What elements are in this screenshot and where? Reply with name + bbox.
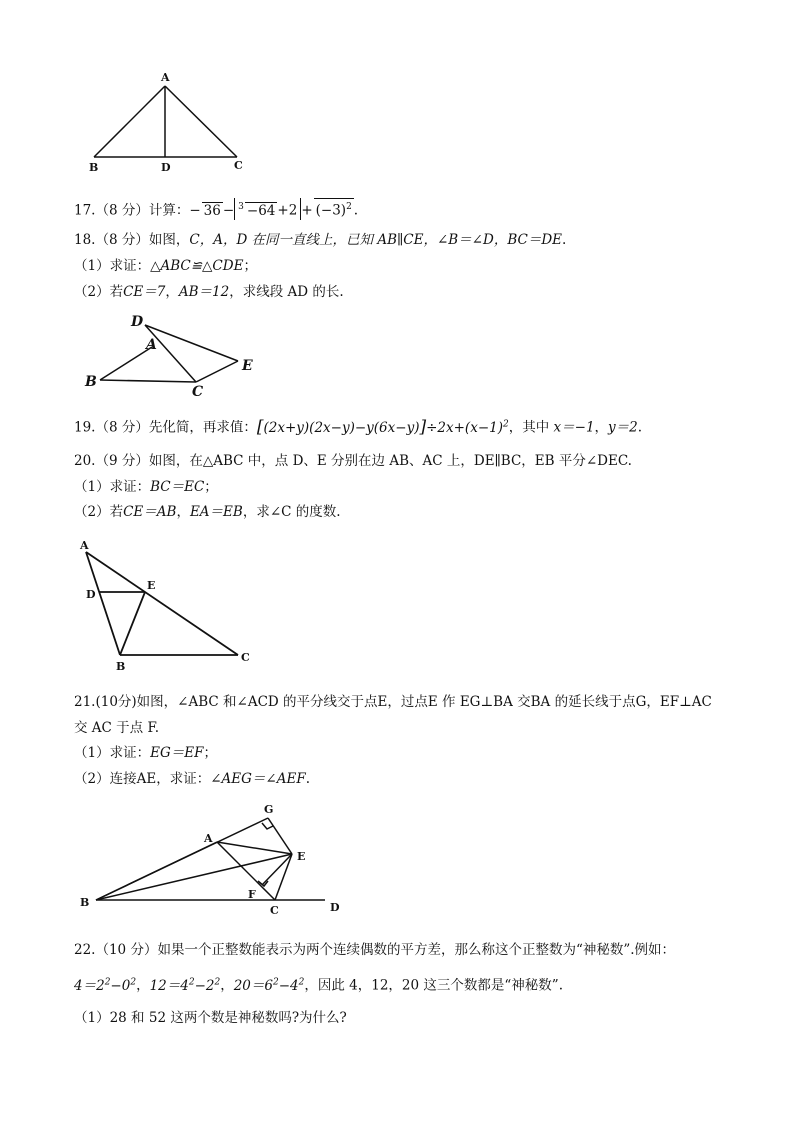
q21-p1-tail: ； (203, 745, 217, 761)
point-label-c: C (241, 651, 250, 664)
q21-p1-math: EG＝EF (150, 745, 204, 761)
q21-p2-head: （2）连接AE，求证： (74, 771, 211, 787)
q21-line1: 21.(10分)如图，∠ABC 和∠ACD 的平分线交于点E，过点E 作 EG⊥BA 交BA 的延长线于点G，EF⊥AC (74, 694, 712, 710)
q18-text-3: ，∠B＝∠D， (423, 232, 508, 248)
q20-p2-tail: ，求∠C 的度数. (242, 504, 341, 520)
point-label-d: D (330, 901, 340, 914)
q18-text-4: BC＝DE (507, 232, 563, 248)
abs-expression: $^3$ −64 +2 (234, 198, 301, 220)
q18-p2-tail: ，求线段 AD 的长. (229, 284, 344, 300)
q19-where: ，其中 (508, 419, 554, 436)
point-label-c: C (270, 904, 279, 917)
q18-p2-head: （2）若 (74, 284, 124, 300)
q17-tail: . (353, 202, 359, 219)
q22-line1: 22.（10 分）如果一个正整数能表示为两个连续偶数的平方差，那么称这个正整数为“神秘数”.例如： (74, 942, 676, 958)
point-label-a: A (204, 832, 213, 845)
point-label-a: A (161, 71, 170, 84)
q20-p1-tail: ； (204, 479, 218, 495)
point-label-e: E (242, 358, 253, 374)
point-label-f: F (248, 888, 256, 901)
point-label-a: A (80, 539, 89, 552)
q18-p2-math-1: CE＝7 (123, 284, 166, 300)
q18-text-5: . (562, 232, 567, 248)
q20-p2-head: （2）若 (74, 504, 124, 520)
q17-head: 17.（8 分）计算： (74, 202, 190, 219)
q19-head: 19.（8 分）先化简，再求值： (74, 419, 257, 436)
q22-example-1: $4=2^2-0^2$ (74, 977, 137, 994)
point-label-b: B (89, 161, 99, 174)
point-label-e: E (147, 579, 156, 592)
point-label-b: B (85, 374, 97, 390)
q18-p1-tail: ； (243, 258, 257, 274)
q20-p2-math-2: EA＝EB (189, 504, 243, 520)
question-22-line-1 (74, 940, 675, 960)
q18-p1-math: △ABC≌△CDE (150, 258, 244, 274)
sqrt-neg3-squared: $(-3)^2$ (314, 198, 354, 219)
q20-p1-math: BC＝EC (150, 479, 205, 495)
q18-head: 18.（8 分）如图， (74, 232, 190, 248)
q21-line2: 交 AC 于点 F. (74, 720, 160, 736)
q18-p1-head: （1）求证： (74, 258, 151, 274)
point-label-g: G (264, 803, 274, 816)
question-22-part-1 (74, 1008, 347, 1028)
q20-p2-math-1: CE＝AB (123, 504, 177, 520)
point-label-d: D (161, 161, 171, 174)
point-label-d: D (131, 314, 144, 330)
q18-p2-math-2: AB＝12 (178, 284, 230, 300)
q22-example-2: $12=4^2-2^2$ (149, 977, 221, 994)
q20-p1-head: （1）求证： (74, 479, 151, 495)
point-label-e: E (297, 850, 306, 863)
point-label-c: C (192, 384, 204, 400)
point-label-b: B (116, 660, 126, 673)
q19-x: x＝−1 (553, 419, 595, 436)
point-label-b: B (80, 896, 90, 909)
q18-text-1: C，A，D 在同一直线上，已知 (189, 232, 378, 248)
q21-p2-math: ∠AEG＝∠AEF (210, 771, 306, 787)
q20-text: 20.（9 分）如图，在△ABC 中，点 D、E 分别在边 AB、AC 上，DE∥BC，EB 平分∠DEC. (74, 453, 632, 469)
q21-p2-tail: . (305, 771, 310, 787)
question-17: 17.（8 分）计算：− $36 - ^3 -64 +2 + (-3)^2$ . (74, 198, 358, 221)
q22-tail: ，因此 4，12，20 这三个数都是“神秘数”. (304, 977, 563, 994)
q20-p2-mid: ， (176, 504, 190, 520)
q18-p2-mid: ， (165, 284, 179, 300)
q22-p1: （1）28 和 52 这两个数是神秘数吗?为什么? (74, 1010, 347, 1026)
q19-y: y＝2 (608, 419, 638, 436)
q21-p1-head: （1）求证： (74, 745, 151, 761)
q19-expression: $[(2x+y)(2x-y)-y(6x-y)]\div 2x+(x-1)^2$ (256, 416, 509, 437)
point-label-d: D (86, 588, 96, 601)
point-label-a: A (146, 337, 157, 353)
q19-end: . (637, 419, 643, 436)
q22-example-3: $20=6^2-4^2$ (233, 977, 305, 994)
q19-sep: ， (594, 419, 609, 436)
q18-text-2: AB∥CE (377, 232, 424, 248)
sqrt-36: 36 (203, 202, 221, 219)
point-label-c: C (234, 159, 243, 172)
question-22-line-2: $4=2^2-0^2$，$12=4^2-2^2$，$20=6^2-4^2$，因此 4，12，20 这三个数都是“神秘数”. (74, 977, 563, 994)
